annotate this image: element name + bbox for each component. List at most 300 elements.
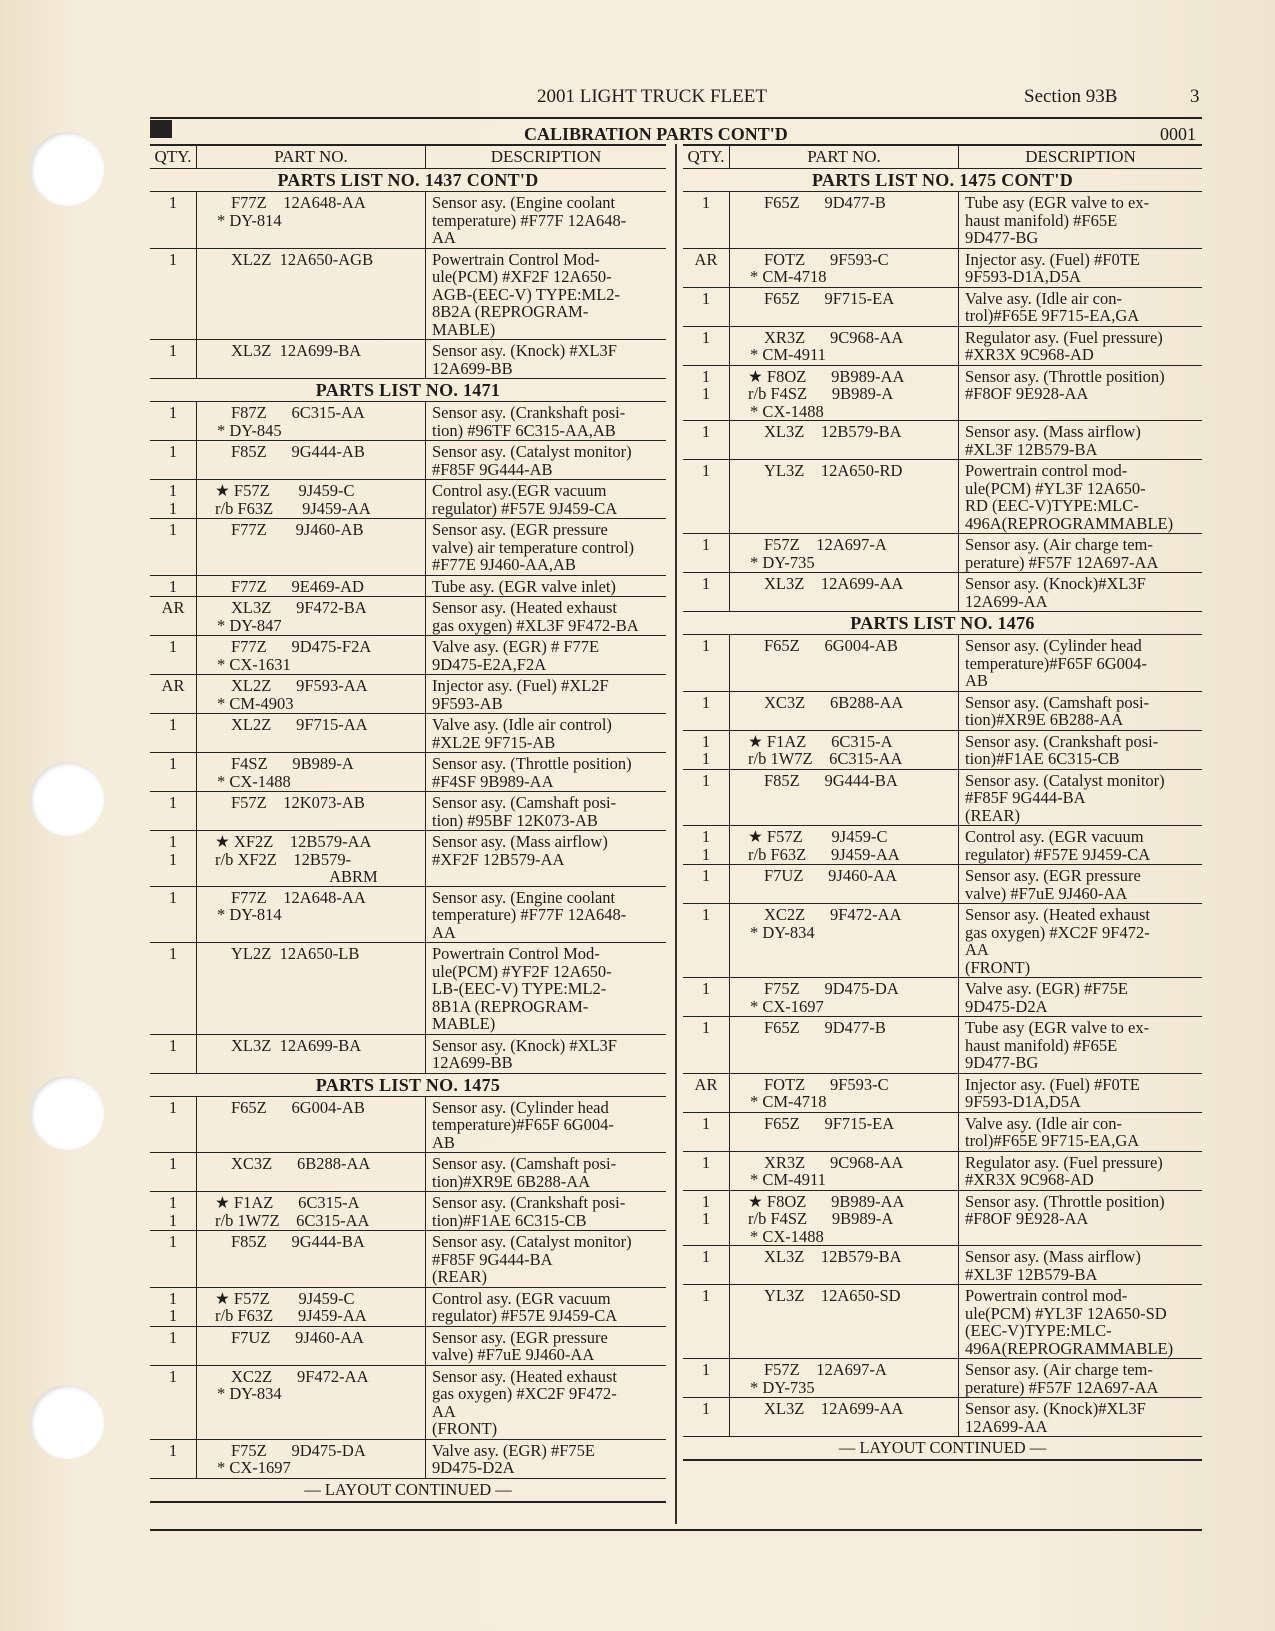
part-line: F7UZ 9J460-AA xyxy=(231,1327,364,1347)
banner-title: CALIBRATION PARTS CONT'D xyxy=(524,124,788,144)
desc-line: valve) #F7uE 9J460-AA xyxy=(965,883,1128,903)
qty-line: AR xyxy=(161,676,185,695)
parts-row xyxy=(683,1017,1202,1074)
parts-row xyxy=(683,1074,1202,1113)
qty-cell xyxy=(150,576,196,597)
part-line: F57Z 12A697-A xyxy=(764,1360,887,1379)
desc-cell xyxy=(959,1398,1202,1436)
desc-cell xyxy=(959,904,1202,977)
qty-line: 1 xyxy=(701,535,711,554)
part-line: F85Z 9G444-AB xyxy=(231,442,365,461)
qty-cell xyxy=(150,792,196,830)
desc-line: temperature)#F65F 6G004- xyxy=(432,1115,614,1134)
part-cell xyxy=(729,692,959,730)
desc-line: ule(PCM) #YL3F 12A650- xyxy=(965,478,1146,498)
qty-line: 1 xyxy=(168,498,178,518)
parts-row xyxy=(683,770,1202,827)
parts-row xyxy=(683,692,1202,731)
qty-cell xyxy=(150,1327,196,1365)
part-line: F87Z 6C315-AA xyxy=(231,403,365,422)
parts-row xyxy=(150,249,666,341)
desc-line: #XR3X 9C968-AD xyxy=(965,345,1094,364)
desc-line: haust manifold) #F65E xyxy=(965,1035,1118,1055)
qty-line: 1 xyxy=(701,193,711,212)
desc-line: (REAR) xyxy=(432,1267,487,1286)
desc-cell xyxy=(426,1327,666,1365)
desc-line: 9F593-D1A,D5A xyxy=(965,267,1081,286)
part-cell xyxy=(196,576,426,597)
qty-cell xyxy=(150,597,196,635)
desc-line: 9F593-AB xyxy=(432,693,503,713)
qty-line: 1 xyxy=(701,1360,711,1379)
part-cell xyxy=(196,402,426,440)
qty-line: 1 xyxy=(168,754,178,773)
desc-line: #XL3F 12B579-BA xyxy=(965,1264,1098,1284)
qty-line: 1 xyxy=(168,1193,178,1212)
qty-line: AR xyxy=(694,249,718,269)
qty-line: 1 xyxy=(701,866,711,885)
part-line: XC3Z 6B288-AA xyxy=(231,1154,371,1173)
part-line: ★ F8OZ 9B989-AA xyxy=(748,366,905,386)
desc-line: temperature) #F77F 12A648- xyxy=(432,905,627,924)
part-line: FOTZ 9F593-C xyxy=(764,249,889,269)
qty-line: 1 xyxy=(168,442,178,461)
part-line: F77Z 12A648-AA xyxy=(231,193,366,212)
desc-line: tion)#F1AE 6C315-CB xyxy=(965,749,1120,768)
part-cell xyxy=(729,192,959,248)
desc-line: (FRONT) xyxy=(965,957,1031,977)
desc-cell xyxy=(959,288,1202,326)
desc-cell xyxy=(426,480,666,518)
part-line: r/b F63Z 9J459-AA xyxy=(748,844,900,864)
qty-line: 1 xyxy=(168,849,178,869)
part-line: XL3Z 12A699-AA xyxy=(764,1399,904,1418)
desc-cell xyxy=(959,460,1202,533)
qty-line: 1 xyxy=(701,636,711,655)
qty-cell xyxy=(150,675,196,713)
part-line: * DY-847 xyxy=(217,615,282,635)
desc-cell xyxy=(426,1153,666,1191)
desc-cell xyxy=(426,792,666,830)
part-line: YL3Z 12A650-RD xyxy=(764,461,903,480)
part-cell xyxy=(729,534,959,572)
parts-row xyxy=(150,1288,666,1327)
qty-cell xyxy=(150,887,196,943)
qty-cell xyxy=(683,327,729,365)
desc-line: AGB-(EEC-V) TYPE:ML2- xyxy=(432,284,621,304)
qty-line: 1 xyxy=(701,1209,711,1228)
part-line: F85Z 9G444-BA xyxy=(764,770,898,790)
desc-line: Sensor asy. (Heated exhaust xyxy=(432,1366,617,1386)
desc-line: Tube asy (EGR valve to ex- xyxy=(965,1018,1150,1037)
part-cell xyxy=(196,1192,426,1230)
parts-row xyxy=(150,1097,666,1154)
part-line: * DY-834 xyxy=(750,922,815,942)
desc-line: Regulator asy. (Fuel pressure) xyxy=(965,327,1163,347)
part-cell xyxy=(196,887,426,943)
desc-cell xyxy=(426,675,666,713)
part-line: F4SZ 9B989-A xyxy=(231,754,354,773)
part-cell xyxy=(196,249,426,340)
desc-line: #XR3X 9C968-AD xyxy=(965,1170,1094,1189)
desc-line: ule(PCM) #YL3F 12A650-SD xyxy=(965,1303,1167,1323)
desc-line: Regulator asy. (Fuel pressure) xyxy=(965,1152,1163,1172)
desc-line: Control asy. (EGR vacuum xyxy=(432,1288,611,1308)
parts-row xyxy=(150,597,666,636)
desc-line: Sensor asy. (Heated exhaust xyxy=(432,598,617,617)
qty-line: 1 xyxy=(168,249,178,269)
desc-line: Sensor asy. (Camshaft posi- xyxy=(432,793,617,812)
desc-line: 8B2A (REPROGRAM- xyxy=(432,302,589,321)
qty-line: 1 xyxy=(701,827,711,846)
parts-row xyxy=(150,1366,666,1440)
desc-line: Valve asy. (EGR) #F75E xyxy=(432,1440,595,1460)
desc-line: Sensor asy. (Mass airflow) xyxy=(432,832,608,851)
desc-line: 12A699-BB xyxy=(432,358,513,378)
part-cell xyxy=(196,1153,426,1191)
desc-line: valve) #F7uE 9J460-AA xyxy=(432,1345,595,1364)
qty-line: 1 xyxy=(701,366,711,386)
desc-line: #F4SF 9B989-AA xyxy=(432,771,554,791)
desc-line: Sensor asy. (Cylinder head xyxy=(965,636,1142,655)
desc-line: Sensor asy. (Knock)#XL3F xyxy=(965,574,1146,593)
desc-line: 9D477-BG xyxy=(965,1053,1039,1072)
part-line: * DY-834 xyxy=(217,1384,282,1403)
part-line: ★ F57Z 9J459-C xyxy=(748,827,888,846)
document-title: 2001 LIGHT TRUCK FLEET xyxy=(537,86,767,107)
qty-line: 1 xyxy=(701,327,711,347)
part-line: r/b F4SZ 9B989-A xyxy=(748,1209,894,1228)
layout-continued-note: — LAYOUT CONTINUED — xyxy=(150,1479,666,1503)
qty-cell xyxy=(683,366,729,421)
part-cell xyxy=(729,1398,959,1436)
desc-line: #F85F 9G444-AB xyxy=(432,459,553,479)
part-cell xyxy=(196,519,426,575)
desc-line: Valve asy. (Idle air control) xyxy=(432,715,612,734)
part-cell xyxy=(729,327,959,365)
part-cell xyxy=(729,573,959,611)
parts-list-heading: PARTS LIST NO. 1437 CONT'D xyxy=(150,169,666,192)
qty-cell xyxy=(150,1097,196,1153)
desc-cell xyxy=(426,714,666,752)
parts-row xyxy=(150,1192,666,1231)
section-marker xyxy=(150,120,172,138)
top-rule xyxy=(150,117,1202,119)
qty-cell xyxy=(150,441,196,479)
part-cell xyxy=(729,1285,959,1358)
desc-cell xyxy=(959,192,1202,248)
part-line: * CM-4911 xyxy=(750,1170,826,1189)
binder-hole xyxy=(30,132,104,206)
qty-line: 1 xyxy=(701,692,711,712)
qty-cell xyxy=(683,692,729,730)
part-cell xyxy=(196,441,426,479)
desc-line: RD (EEC-V)TYPE:MLC- xyxy=(965,496,1139,515)
qty-cell xyxy=(150,402,196,440)
qty-line: 1 xyxy=(701,770,711,790)
desc-cell xyxy=(426,519,666,575)
part-cell xyxy=(729,421,959,459)
desc-line: #F8OF 9E928-AA xyxy=(965,384,1089,403)
qty-line: 1 xyxy=(168,520,178,539)
part-cell xyxy=(729,1152,959,1190)
column-divider xyxy=(675,144,677,1524)
section-label: Section 93B xyxy=(1024,86,1118,107)
desc-line: (EEC-V)TYPE:MLC- xyxy=(965,1321,1112,1340)
qty-cell xyxy=(150,1035,196,1073)
part-line: XR3Z 9C968-AA xyxy=(764,327,904,347)
desc-cell xyxy=(959,770,1202,826)
desc-line: Injector asy. (Fuel) #XL2F xyxy=(432,676,609,695)
desc-cell xyxy=(959,1152,1202,1190)
parts-list-heading: PARTS LIST NO. 1471 xyxy=(150,379,666,402)
desc-line: Sensor asy. (Engine coolant xyxy=(432,887,616,907)
desc-header: DESCRIPTION xyxy=(490,147,602,166)
desc-line: Sensor asy. (Camshaft posi- xyxy=(432,1154,617,1173)
desc-cell xyxy=(959,1074,1202,1112)
qty-cell xyxy=(150,1440,196,1478)
desc-cell xyxy=(426,597,666,635)
qty-cell xyxy=(150,636,196,674)
desc-line: gas oxygen) #XC2F 9F472- xyxy=(965,922,1150,942)
qty-cell xyxy=(150,1288,196,1326)
desc-line: Sensor asy. (Knock) #XL3F xyxy=(432,341,617,360)
part-line: F57Z 12K073-AB xyxy=(231,793,365,812)
desc-cell xyxy=(426,887,666,943)
qty-header: QTY. xyxy=(683,146,730,168)
parts-row xyxy=(683,1152,1202,1191)
parts-row xyxy=(683,192,1202,249)
part-line: XL3Z 9F472-BA xyxy=(231,598,367,617)
desc-cell xyxy=(959,249,1202,287)
part-cell xyxy=(729,1191,959,1246)
part-line: * CM-4903 xyxy=(217,693,294,713)
parts-row xyxy=(150,636,666,675)
qty-line: 1 xyxy=(701,574,711,593)
desc-line: Valve asy. (EGR) #F75E xyxy=(965,979,1128,998)
column-header xyxy=(683,144,1202,169)
qty-line: 1 xyxy=(701,1152,711,1172)
qty-line: 1 xyxy=(701,422,711,441)
qty-line: 1 xyxy=(701,1018,711,1037)
desc-line: ule(PCM) #YF2F 12A650- xyxy=(432,961,612,981)
qty-line: 1 xyxy=(168,1210,178,1230)
qty-cell xyxy=(150,340,196,378)
qty-line: 1 xyxy=(168,887,178,907)
desc-line: #XF2F 12B579-AA xyxy=(432,849,565,869)
desc-cell xyxy=(959,692,1202,730)
part-cell xyxy=(196,597,426,635)
desc-cell xyxy=(426,249,666,340)
desc-line: #F77E 9J460-AA,AB xyxy=(432,555,576,574)
desc-cell xyxy=(426,576,666,597)
parts-row xyxy=(683,573,1202,612)
desc-cell xyxy=(426,943,666,1034)
desc-line: regulator) #F57E 9J459-CA xyxy=(432,1306,618,1325)
qty-cell xyxy=(683,1017,729,1073)
desc-line: tion)#F1AE 6C315-CB xyxy=(432,1210,587,1230)
part-line: XL3Z 12B579-BA xyxy=(764,422,902,441)
desc-cell xyxy=(426,1366,666,1439)
part-cell xyxy=(729,826,959,864)
qty-line: 1 xyxy=(168,193,178,212)
qty-line: 1 xyxy=(168,1232,178,1251)
part-line: ABRM xyxy=(231,867,378,886)
parts-row xyxy=(150,1440,666,1479)
qty-line: 1 xyxy=(701,384,711,403)
desc-line: Powertrain control mod- xyxy=(965,461,1128,480)
part-line: F75Z 9D475-DA xyxy=(231,1440,366,1460)
desc-line: AB xyxy=(965,671,988,690)
desc-cell xyxy=(959,1246,1202,1284)
part-line: * CM-4718 xyxy=(750,267,827,286)
part-cell xyxy=(729,249,959,287)
qty-line: 1 xyxy=(168,1035,178,1055)
desc-line: Sensor asy. (Crankshaft posi- xyxy=(965,731,1159,751)
part-line: * CX-1488 xyxy=(750,401,824,421)
part-line: ★ F1AZ 6C315-A xyxy=(748,731,893,751)
parts-row xyxy=(683,635,1202,692)
desc-line: temperature)#F65F 6G004- xyxy=(965,653,1147,673)
part-line: * DY-814 xyxy=(217,905,282,924)
qty-line: AR xyxy=(161,598,185,617)
parts-row xyxy=(683,366,1202,422)
desc-line: Sensor asy. (Mass airflow) xyxy=(965,1247,1141,1266)
part-line: * DY-735 xyxy=(750,1377,815,1397)
desc-cell xyxy=(426,1192,666,1230)
parts-list-heading: PARTS LIST NO. 1476 xyxy=(683,612,1202,635)
part-line: F7UZ 9J460-AA xyxy=(764,866,897,885)
desc-line: tion) #96TF 6C315-AA,AB xyxy=(432,420,616,440)
part-line: XL3Z 12A699-AA xyxy=(764,574,904,593)
desc-line: Sensor asy. (Mass airflow) xyxy=(965,422,1141,441)
part-line: ★ F1AZ 6C315-A xyxy=(215,1193,360,1212)
part-line: * CM-4718 xyxy=(750,1092,827,1111)
qty-line: 1 xyxy=(168,1366,178,1386)
part-cell xyxy=(196,192,426,248)
desc-line: Sensor asy. (Cylinder head xyxy=(432,1097,609,1117)
parts-row xyxy=(683,1191,1202,1247)
part-cell xyxy=(729,770,959,826)
qty-cell xyxy=(150,831,196,886)
parts-row xyxy=(150,519,666,576)
qty-line: 1 xyxy=(701,1399,711,1418)
desc-line: AA xyxy=(432,1401,456,1421)
qty-line: 1 xyxy=(168,832,178,851)
desc-line: Sensor asy. (Throttle position) xyxy=(432,754,632,773)
qty-line: 1 xyxy=(701,979,711,998)
desc-line: regulator) #F57E 9J459-CA xyxy=(432,498,618,518)
qty-cell xyxy=(683,288,729,326)
banner-code: 0001 xyxy=(1160,124,1196,144)
qty-cell xyxy=(683,192,729,248)
desc-line: Sensor asy. (EGR pressure xyxy=(432,520,608,539)
part-line: XC2Z 9F472-AA xyxy=(231,1366,369,1386)
part-line: r/b 1W7Z 6C315-AA xyxy=(215,1210,370,1230)
desc-cell xyxy=(959,1359,1202,1397)
qty-line: 1 xyxy=(701,1247,711,1266)
part-cell xyxy=(196,1288,426,1326)
parts-row xyxy=(150,714,666,753)
parts-row xyxy=(683,978,1202,1017)
part-line: ★ F57Z 9J459-C xyxy=(215,1288,355,1308)
part-cell xyxy=(729,1246,959,1284)
part-line: ★ F8OZ 9B989-AA xyxy=(748,1191,905,1211)
part-cell xyxy=(729,1074,959,1112)
parts-row xyxy=(150,480,666,519)
part-line: XC2Z 9F472-AA xyxy=(764,905,902,924)
desc-cell xyxy=(426,636,666,674)
qty-cell xyxy=(683,573,729,611)
part-cell xyxy=(729,366,959,421)
page-number: 3 xyxy=(1190,86,1200,107)
binder-hole xyxy=(30,1385,104,1459)
desc-cell xyxy=(426,340,666,378)
part-line: F65Z 9F715-EA xyxy=(764,1113,895,1133)
qty-cell xyxy=(150,249,196,340)
desc-line: Sensor asy. (EGR pressure xyxy=(432,1327,608,1347)
qty-cell xyxy=(150,1366,196,1439)
desc-line: gas oxygen) #XL3F 9F472-BA xyxy=(432,615,639,635)
desc-line: (REAR) xyxy=(965,805,1020,825)
part-line: * CX-1488 xyxy=(217,771,291,791)
desc-line: Sensor asy. (Knock) #XL3F xyxy=(432,1035,617,1055)
part-cell xyxy=(196,943,426,1034)
right-column xyxy=(683,144,1202,1461)
desc-cell xyxy=(426,831,666,886)
desc-line: Sensor asy. (Air charge tem- xyxy=(965,535,1153,554)
qty-line: 1 xyxy=(168,403,178,422)
desc-line: Sensor asy. (Air charge tem- xyxy=(965,1360,1153,1379)
parts-row xyxy=(150,792,666,831)
desc-line: 496A(REPROGRAMMABLE) xyxy=(965,513,1174,533)
parts-row xyxy=(683,249,1202,288)
part-cell xyxy=(196,1231,426,1287)
desc-line: tion)#XR9E 6B288-AA xyxy=(432,1171,591,1191)
qty-line: 1 xyxy=(701,1191,711,1211)
part-line: * CX-1697 xyxy=(217,1458,291,1477)
desc-line: #F85F 9G444-BA xyxy=(432,1249,553,1269)
desc-line: tion) #95BF 12K073-AB xyxy=(432,810,598,830)
desc-line: AA xyxy=(432,922,456,942)
part-line: * CX-1697 xyxy=(750,996,824,1016)
qty-line: 1 xyxy=(168,1288,178,1308)
desc-cell xyxy=(959,421,1202,459)
qty-cell xyxy=(150,714,196,752)
part-line: r/b F63Z 9J459-AA xyxy=(215,498,371,518)
qty-cell xyxy=(150,480,196,518)
qty-cell xyxy=(683,865,729,903)
desc-line: Injector asy. (Fuel) #F0TE xyxy=(965,1074,1140,1094)
desc-line: ule(PCM) #XF2F 12A650- xyxy=(432,267,612,286)
parts-list-heading: PARTS LIST NO. 1475 CONT'D xyxy=(683,169,1202,192)
desc-line: Sensor asy. (Camshaft posi- xyxy=(965,692,1150,712)
qty-line: 1 xyxy=(168,715,178,734)
parts-row xyxy=(683,534,1202,573)
desc-line: Powertrain Control Mod- xyxy=(432,249,600,269)
left-column xyxy=(150,144,666,1503)
qty-cell xyxy=(150,1192,196,1230)
parts-row xyxy=(150,753,666,792)
part-line: F77Z 12A648-AA xyxy=(231,887,366,907)
desc-line: valve) air temperature control) xyxy=(432,537,635,557)
parts-row xyxy=(150,943,666,1035)
desc-cell xyxy=(959,366,1202,421)
qty-cell xyxy=(683,1398,729,1436)
desc-line: regulator) #F57E 9J459-CA xyxy=(965,844,1151,864)
desc-line: haust manifold) #F65E xyxy=(965,210,1118,230)
desc-line: Sensor asy. (Throttle position) xyxy=(965,366,1165,386)
